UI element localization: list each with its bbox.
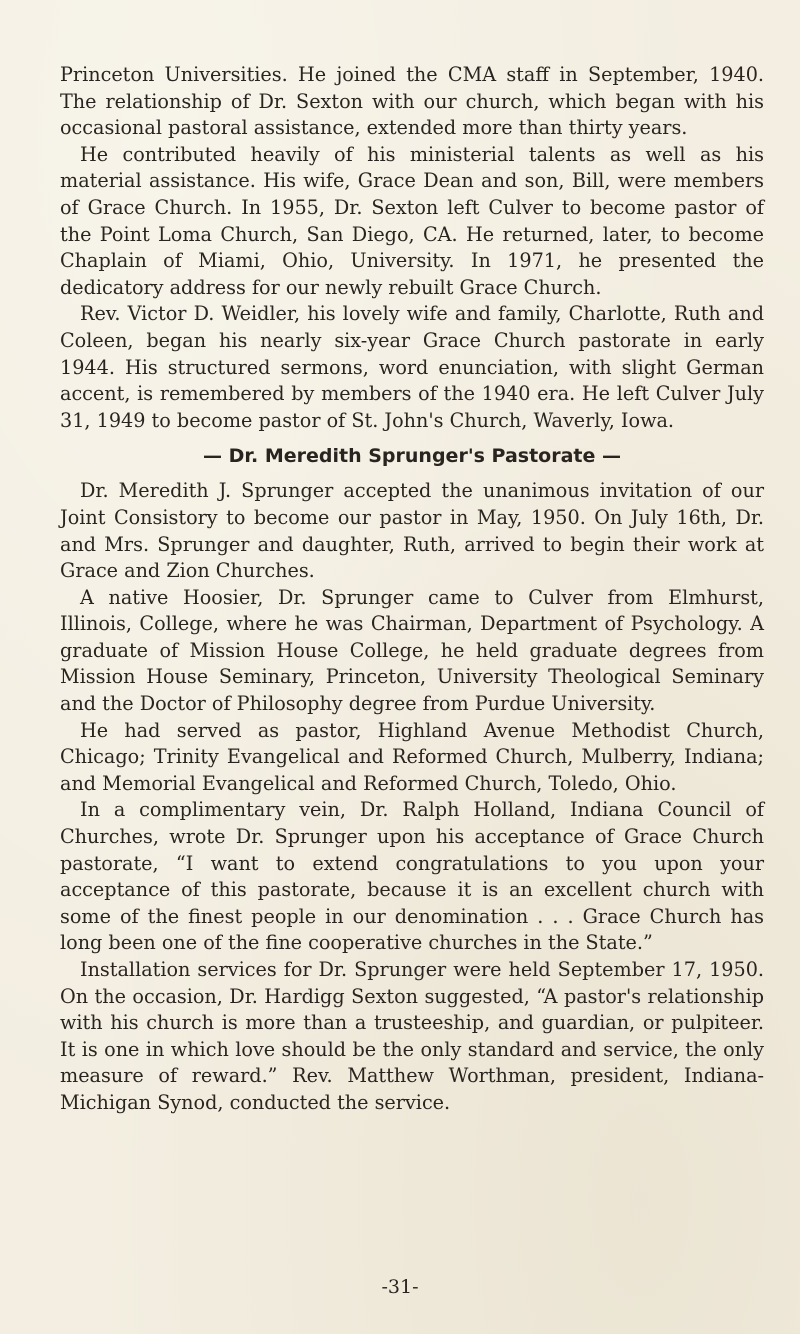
paragraph-sexton-contributions: He contributed heavily of his ministerial talents as well as his material assistance. His wife, Grace Dean and son, Bill, were members of Grace Church. In 1955, Dr. Sexton left Culver to become pastor of the Point Loma Church, San Diego, CA. He returned, later, to become Chaplain of Miami, Ohio, University. In 1971, he presented the dedicatory address for our newly rebuilt Grace Church.	[60, 142, 764, 299]
section-heading: — Dr. Meredith Sprunger's Pastorate —	[202, 445, 622, 468]
paragraph-sexton-staff: Princeton Universities. He joined the CMA staff in September, 1940. The relationship of Dr. Sexton with our church, which began with his occasional pastoral assistance, extended more than thirty years.	[60, 63, 764, 140]
paragraph-sprunger-background: A native Hoosier, Dr. Sprunger came to Culver from Elmhurst, Illinois, College, where he was Chairman, Department of Psychology. A graduate of Mission House College, he held graduate degrees from Mission House Seminary, Princeton, University Theological Seminary and the Doctor of Philosophy degree from Purdue University.	[60, 585, 764, 716]
page-number: -31-	[381, 1276, 419, 1298]
paragraph-holland-letter: In a complimentary vein, Dr. Ralph Holland, Indiana Council of Churches, wrote Dr. Sprunger upon his acceptance of Grace Church pastorate, “I want to extend congratulations to you upon your acceptance of this pastorate, because it is an excellent church with some of the finest people in our denomination . . . Grace Church has long been one of the fine cooperative churches in the State.”	[60, 798, 764, 955]
paragraph-sprunger-prior-service: He had served as pastor, Highland Avenue Methodist Church, Chicago; Trinity Evangelical and Reformed Church, Mulberry, Indiana; and Memorial Evangelical and Reformed Church, Toledo, Ohio.	[60, 718, 764, 795]
paragraph-weidler-pastorate: Rev. Victor D. Weidler, his lovely wife and family, Charlotte, Ruth and Coleen, began his nearly six-year Grace Church pastorate in early 1944. His structured sermons, word enunciation, with slight German accent, is remembered by members of the 1940 era. He left Culver July 31, 1949 to become pastor of St. John's Church, Waverly, Iowa.	[60, 302, 764, 432]
body-text	[60, 62, 764, 1117]
paragraph-installation: Installation services for Dr. Sprunger were held September 17, 1950. On the occasion, Dr. Hardigg Sexton suggested, “A pastor's relationship with his church is more than a trusteeship, and guardian, or pulpiteer. It is one in which love should be the only standard and service, the only measure of reward.” Rev. Matthew Worthman, president, Indiana-Michigan Synod, conducted the service.	[60, 958, 764, 1114]
paragraph-sprunger-invitation: Dr. Meredith J. Sprunger accepted the unanimous invitation of our Joint Consistory to become our pastor in May, 1950. On July 16th, Dr. and Mrs. Sprunger and daughter, Ruth, arrived to begin their work at Grace and Zion Churches.	[60, 479, 764, 583]
